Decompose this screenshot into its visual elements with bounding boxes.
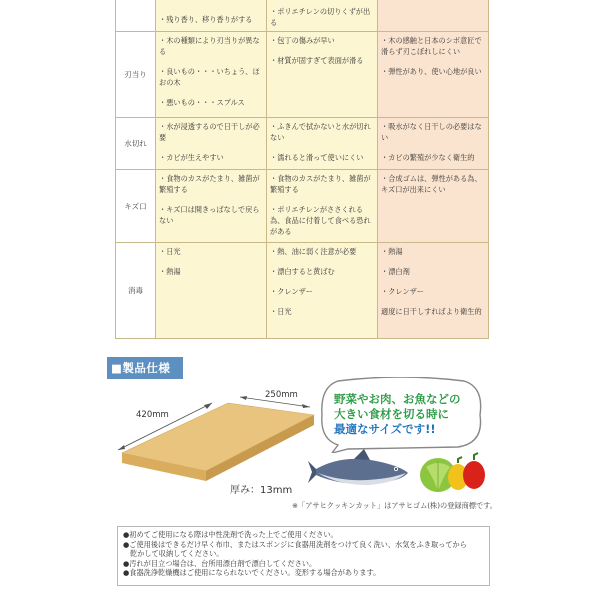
arrow-head-icon	[118, 445, 125, 450]
table-row	[116, 243, 489, 339]
cell-text: ・ポリエチレンがささくれる為、食品に付着して食べる恐れがある	[270, 205, 371, 236]
cell-text: ・熱湯	[159, 267, 181, 276]
cell-text: ・熱湯	[381, 247, 403, 256]
wood-cell	[156, 0, 267, 32]
cell-text: ・合成ゴムは、弾性がある為、キズ口が出来にくい	[381, 174, 482, 194]
table-row	[116, 0, 489, 32]
rubber-cell	[378, 32, 489, 118]
plastic-cell	[267, 243, 378, 339]
plastic-cell	[267, 32, 378, 118]
plastic-cell	[267, 118, 378, 170]
plastic-cell	[267, 170, 378, 243]
cell-text: ・カビの繁殖が少なく衛生的	[381, 153, 475, 162]
bubble-line: 最適なサイズです!!	[334, 422, 436, 436]
rubber-cell	[378, 243, 489, 339]
bubble-text	[334, 392, 482, 437]
table-row	[116, 118, 489, 170]
bubble-line: 大きい食材を切る時に	[334, 407, 449, 421]
row-label: 刃当り	[116, 32, 156, 118]
cell-text: ・日光	[159, 247, 181, 256]
cell-text: ・残り香り、移り香りがする	[159, 15, 253, 24]
wood-cell	[156, 170, 267, 243]
rubber-cell	[378, 0, 489, 32]
arrow-head-icon	[302, 404, 310, 408]
cell-text: ・クレンザー	[381, 287, 424, 296]
cell-text: ・木の感触と日本のシボ意匠で滑らず刃こぼれしにくい	[381, 36, 482, 56]
cell-text: ・ふきんで拭かないと水が切れない	[270, 122, 371, 142]
cell-text: ・漂白すると黄ばむ	[270, 267, 335, 276]
cell-text: ・材質が固すぎて表面が滑る	[270, 56, 364, 65]
cell-text: ・カビが生えやすい	[159, 153, 224, 162]
cell-text: ・ポリエチレンの切りくずが出る	[270, 7, 371, 27]
section-header-product-spec: ■製品仕様	[107, 357, 183, 379]
cell-text: ・熱、油に弱く注意が必要	[270, 247, 357, 256]
fish-icon	[308, 449, 408, 485]
cell-text: ・食物のカスがたまり、雑菌が繁殖する	[159, 174, 260, 194]
rubber-cell	[378, 170, 489, 243]
cell-text: ・漂白剤	[381, 267, 410, 276]
plastic-cell	[267, 0, 378, 32]
note-line: ●食器洗浄乾燥機はご使用になられないでください。変形する場合があります。	[123, 568, 381, 578]
row-label: 消毒	[116, 243, 156, 339]
cell-text: ・食物のカスがたまり、雑菌が繁殖する	[270, 174, 371, 194]
table-row	[116, 32, 489, 118]
rubber-cell	[378, 118, 489, 170]
row-label: キズ口	[116, 170, 156, 243]
comparison-table	[115, 0, 489, 339]
red-pepper-icon	[463, 453, 485, 489]
bubble-line: 野菜やお肉、お魚などの	[334, 392, 461, 406]
dimension-label-length: 420mm	[136, 410, 169, 420]
cell-text: ・キズ口は開きっぱなしで戻らない	[159, 205, 260, 225]
note-line: ●汚れが目立つ場合は、台所用漂白剤で漂白してください。	[123, 558, 317, 568]
cell-text: ・木の種類により刃当りが異なる	[159, 36, 260, 56]
trademark-note: ※「アサヒクッキンカット」はアサヒゴム(株)の登録商標です。	[292, 501, 497, 510]
cell-text: 適度に日干しすればより衛生的	[381, 307, 482, 316]
cell-text: ・悪いもの・・・スプルス	[159, 98, 245, 107]
cell-text: ・日光	[270, 307, 292, 316]
cell-text: ・水が浸透するので日干しが必要	[159, 122, 260, 142]
cell-text: ・吸水がなく日干しの必要はない	[381, 122, 482, 142]
cell-text: ・包丁の傷みが早い	[270, 36, 335, 45]
row-label	[116, 0, 156, 32]
cell-text: ・濡れると滑って使いにくい	[270, 153, 364, 162]
note-line: ●初めてご使用になる際は中性洗剤で洗った上でご使用ください。	[123, 530, 338, 539]
cell-text: ・弾性があり、使い心地が良い	[381, 67, 482, 76]
row-label: 水切れ	[116, 118, 156, 170]
wood-cell	[156, 32, 267, 118]
food-illustration	[308, 445, 488, 500]
usage-notes-box	[117, 526, 490, 586]
note-line: ●ご使用後はできるだけ早く布巾、またはスポンジに食器用洗剤をつけて良く洗い、水気をふき取ってから	[123, 539, 467, 549]
arrow-head-icon	[240, 396, 247, 400]
dimension-label-thickness: 厚み：13mm	[230, 485, 293, 496]
note-line: 乾かして収納してください。	[130, 549, 224, 559]
dimension-label-width: 250mm	[265, 390, 298, 400]
wood-cell	[156, 118, 267, 170]
cell-text: ・良いもの・・・いちょう、ほおの木	[159, 67, 260, 87]
cell-text: ・クレンザー	[270, 287, 313, 296]
arrow-head-icon	[204, 403, 212, 409]
table-row	[116, 170, 489, 243]
wood-cell	[156, 243, 267, 339]
